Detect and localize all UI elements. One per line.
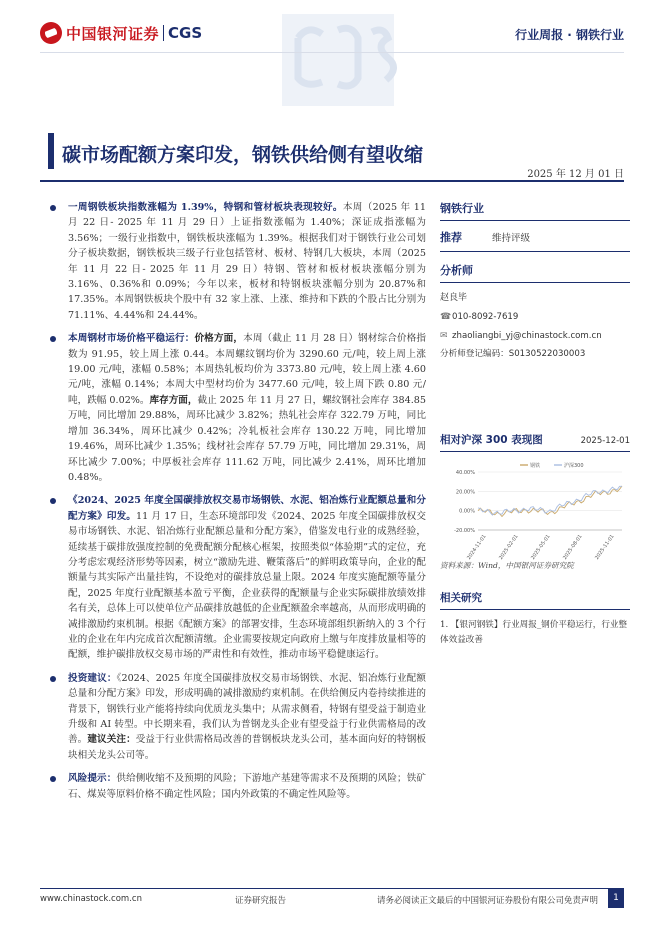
investment-paragraph xyxy=(48,671,426,763)
report-date: 2025 年 12 月 01 日 xyxy=(527,169,624,180)
x-tick-label: 2025-08-01 xyxy=(562,533,584,561)
analyst-heading: 分析师 xyxy=(440,262,630,283)
performance-chart xyxy=(440,458,630,568)
paragraph-subhead: 建议关注： xyxy=(87,734,136,746)
chart-title: 相对沪深 300 表现图 xyxy=(440,434,543,446)
paragraph-lead: 本周钢材市场价格平稳运行： xyxy=(68,333,195,345)
logo-text-cn: 中国银河证券 xyxy=(66,24,160,43)
title-divider xyxy=(40,180,624,182)
legend-label: 钢铁 xyxy=(530,463,541,469)
report-type: 行业周报 · 钢铁行业 xyxy=(515,28,624,42)
chart-header xyxy=(440,432,630,452)
title-accent-bar xyxy=(48,133,54,169)
logo-icon xyxy=(40,22,62,44)
analyst-phone xyxy=(440,312,630,322)
paragraph-body: 供给侧收缩不及预期的风险；下游地产基建等需求不及预期的风险；铁矿石、煤炭等原料价格不确定性风险；国内外政策的不确定性风险等。 xyxy=(68,773,426,800)
risk-paragraph xyxy=(48,771,426,802)
chart-source: 资料来源：Wind，中国银河证券研究院 xyxy=(440,561,574,570)
rating-row xyxy=(440,229,630,252)
bullet-icon xyxy=(50,336,56,342)
header-divider xyxy=(40,52,624,53)
market-paragraph xyxy=(48,331,426,485)
analyst-email xyxy=(440,331,630,341)
bullet-icon xyxy=(50,676,56,682)
x-tick-label: 2024-11-01 xyxy=(466,533,488,561)
footer-disclaimer: 请务必阅读正文最后的中国银河证券股份有限公司免责声明 xyxy=(376,896,598,906)
y-tick-label: 20.00% xyxy=(455,489,475,496)
paragraph-body: 《2024、2025 年度全国碳排放权交易市场钢铁、水泥、铝冶炼行业配额总量和分配方案》印发，形成明确的减排激励约束机制。在供给侧反内卷持续推进的背景下，钢铁行业产能将持续向优质龙头集中；从需求侧看，特钢有望受益于制造业升级和 AI 转型。中长期来看，我们认为普钢龙头企业有望受益于行业供需格局的改善。 xyxy=(68,672,426,746)
logo-separator xyxy=(163,25,164,41)
phone-icon: ☎ xyxy=(440,312,452,322)
background-watermark xyxy=(268,8,408,112)
bullet-icon xyxy=(50,498,56,504)
paragraph-lead: 投资建议： xyxy=(68,672,117,684)
email-address[interactable]: zhaoliangbi_yj@chinastock.com.cn xyxy=(452,331,602,341)
rating-label: 推荐 xyxy=(440,231,462,244)
paragraph-body: 截止 2025 年 11 月 27 日，螺纹钢社会库存 384.85 万吨，同比增加 29.88%，周环比减少 3.82%；热轧社会库存 322.79 万吨，同比增加 36.34%，周环比减少 0.42%；冷轧板社会库存 130.22 万吨，同比增加 19.46%，周环比减少 1.35%；线材社会库存 57.79 万吨，同比增加 29.31%，周环比减少 7.00%；中厚板社会库存 111.62 万吨，同比减少 2.41%，周环比增加 0.48%。 xyxy=(68,394,427,483)
bullet-icon xyxy=(50,776,56,782)
paragraph-body: 受益于行业供需格局改善的普钢板块龙头公司，基本面向好的特钢板块相关龙头公司等。 xyxy=(68,734,427,761)
x-tick-label: 2025-11-01 xyxy=(594,533,616,561)
y-tick-label: 40.00% xyxy=(455,470,475,476)
x-tick-label: 2025-05-01 xyxy=(530,533,552,561)
page-header xyxy=(0,0,662,120)
sidebar xyxy=(440,200,630,359)
logo-text-en: CGS xyxy=(168,24,203,42)
paragraph-body: 本周（2025 年 11 月 22 日- 2025 年 11 月 29 日）上证指数涨幅为 1.40%；深证成指涨幅为 3.56%；一级行业指数中，钢铁板块涨幅为 1.39%。根据我们对于钢铁行业公司划分子板块数据，钢铁板块三级子行业包括管材、板材、特钢几大板块，本周（2025 年 11 月 22 日- 2025 年 11 月 29 日）特钢、管材和板材板块涨幅分别为 3.16%、0.36%和 0.09%；今年以来，板材和特钢板块涨幅分别为 20.87%和 17.35%。本周钢铁板块个股中有 32 家上涨、上涨、维持和下跌的个股占比分别为 71.11%、4.44%和 24.44%。 xyxy=(68,202,426,321)
paragraph-lead: 《2024、2025 年度全国碳排放权交易市场钢铁、水泥、铝冶炼行业配额总量和分配方案》印发。 xyxy=(68,495,426,522)
chart-date: 2025-12-01 xyxy=(580,436,630,446)
paragraph-subhead: 价格方面， xyxy=(194,333,244,345)
rating-value: 维持评级 xyxy=(492,233,531,244)
related-research-item[interactable]: 1. 【银河钢铁】行业周报_钢价平稳运行，行业整体效益改善 xyxy=(440,620,628,645)
y-tick-label: -20.00% xyxy=(454,528,475,534)
report-title: 碳市场配额方案印发，钢铁供给侧有望收缩 xyxy=(62,144,424,166)
paragraph-subhead: 库存方面， xyxy=(149,394,198,406)
paragraph-body: 本周（截止 11 月 28 日）钢材综合价格指数为 91.95，较上周上涨 0.44。本周螺纹钢均价为 3290.60 元/吨，较上周上涨 19.00 元/吨，涨幅 0.58%；本周热轧板均价为 3373.80 元/吨，较上周上涨 4.60 元/吨，涨幅 0.14%；本周大中型材均价为 3477.60 元/吨，较上周下跌 0.80 元/吨，跌幅 0.02%。 xyxy=(68,333,427,406)
company-logo xyxy=(40,22,202,44)
mail-icon: ✉ xyxy=(440,331,448,341)
bullet-icon xyxy=(50,205,56,211)
policy-paragraph xyxy=(48,493,426,662)
legend-label: 沪深300 xyxy=(564,463,584,469)
related-research-heading: 相关研究 xyxy=(440,590,630,610)
footer-label: 证券研究报告 xyxy=(235,896,287,906)
summary-paragraph xyxy=(48,200,426,323)
paragraph-lead: 风险提示： xyxy=(68,773,117,785)
y-tick-label: 0.00% xyxy=(459,508,475,515)
phone-number: 010-8092-7619 xyxy=(452,312,519,322)
footer-url[interactable]: www.chinastock.com.cn xyxy=(40,894,142,904)
main-content xyxy=(48,200,426,810)
footer-divider xyxy=(40,888,624,889)
page-footer xyxy=(40,892,624,910)
analyst-registration: 分析师登记编码：S0130522030003 xyxy=(440,349,586,359)
page-number: 1 xyxy=(608,888,624,908)
x-tick-label: 2025-02-01 xyxy=(498,533,520,561)
series-line xyxy=(478,486,622,517)
paragraph-body: 11 月 17 日，生态环境部印发《2024、2025 年度全国碳排放权交易市场钢铁、水泥、铝冶炼行业配额总量和分配方案》，借鉴发电行业的成熟经验，延续基于碳排放强度控制的免费配额分配核心框架，按照类似“体验期”式的定位，充分考虑宏观经济形势等因素，树立“激励先进、鞭策落后”的鲜明政策导向，企业的配额量与其实际产出量挂钩，不设绝对的碳排放总量上限。2024 年度实施配额等量分配，2025 年度行业配额基本盈亏平衡，企业获得的配额量与企业实际碳排放绩效排名有关，总体上可以使单位产品碳排放越低的企业配额盈余率越高，从而形成明确的减排激励约束机制。根据《配额方案》的部署安排，生态环境部组织新纳入的 3 个行业的企业在年内完成首次配额清缴。企业需要按规定向政府上缴与年度排放量相等的配额，维护碳排放权交易市场的严肃性和有效性，推动市场平稳健康运行。 xyxy=(68,510,426,661)
paragraph-lead: 一周钢铁板块指数涨幅为 1.39%，特钢和管材板块表现较好。 xyxy=(68,202,343,213)
industry-label: 钢铁行业 xyxy=(440,200,630,221)
analyst-name: 赵良毕 xyxy=(440,293,468,303)
